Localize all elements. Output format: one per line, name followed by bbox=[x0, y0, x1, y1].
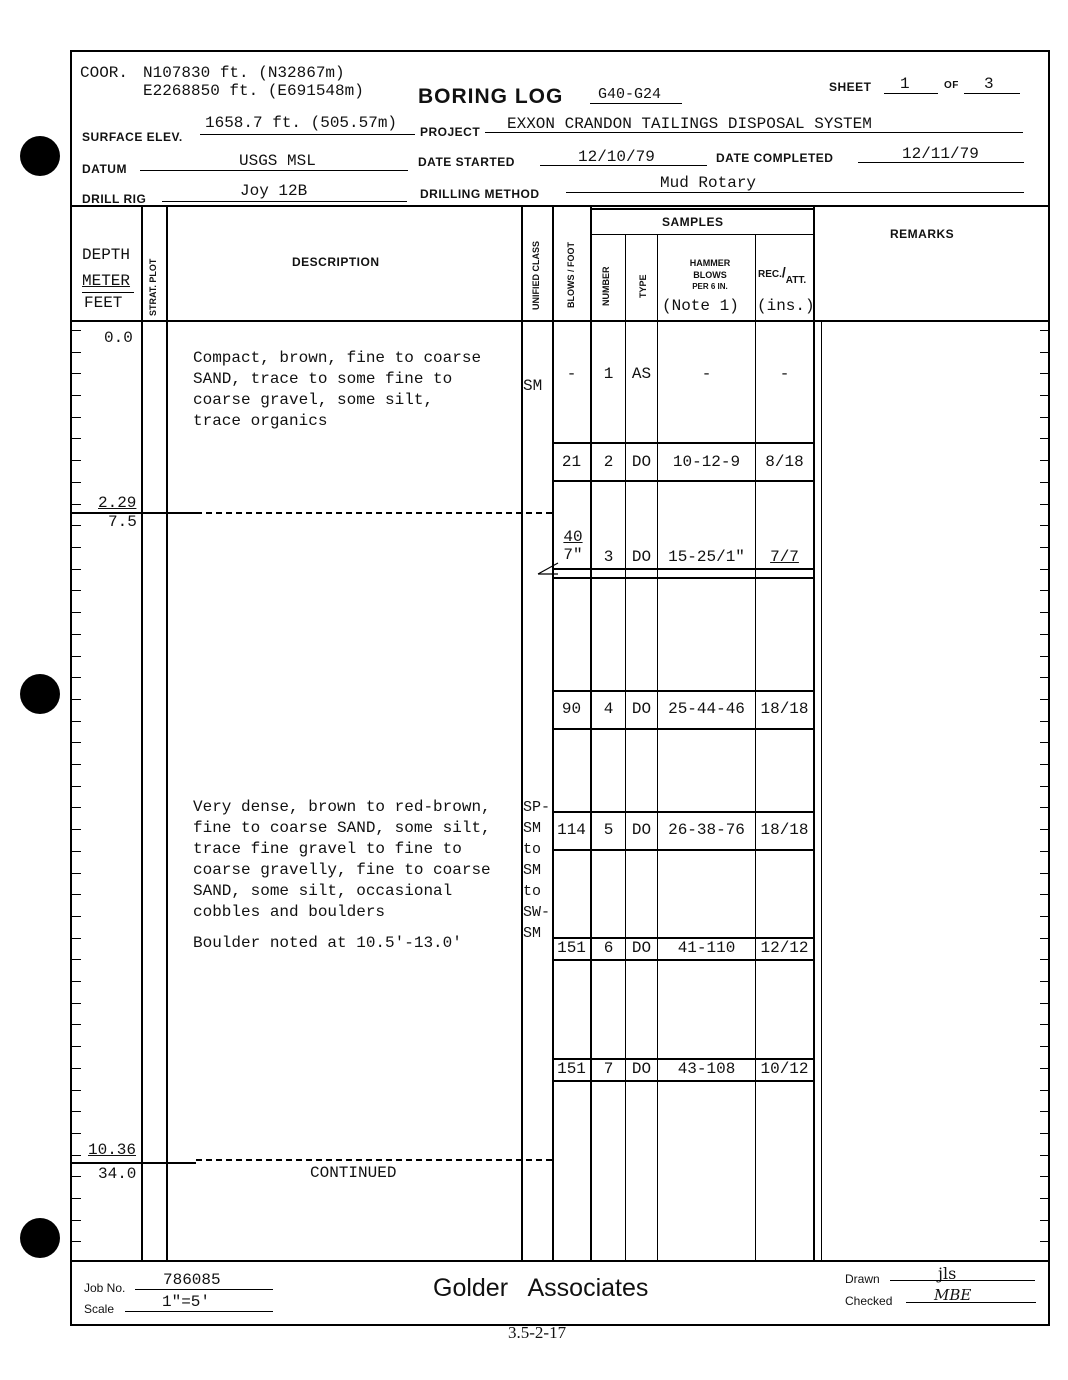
depth-tick bbox=[72, 569, 81, 570]
remarks-tick bbox=[1040, 330, 1048, 331]
remarks-tick bbox=[1040, 373, 1048, 374]
sample-3-blows-top: 40 bbox=[563, 528, 583, 546]
project-value: EXXON CRANDON TAILINGS DISPOSAL SYSTEM bbox=[507, 115, 872, 133]
sample-5-hammer: 26-38-76 bbox=[668, 821, 745, 839]
drawn-initials: jls bbox=[938, 1264, 957, 1283]
depth-contact-2-meter: 10.36 bbox=[88, 1141, 137, 1159]
depth-tick bbox=[72, 938, 81, 939]
sample-5-rec: 18/18 bbox=[760, 821, 809, 839]
remarks-tick bbox=[1040, 764, 1048, 765]
depth-tick bbox=[72, 916, 81, 917]
coor-label: COOR. bbox=[80, 64, 129, 82]
sample-1-type: AS bbox=[631, 365, 652, 383]
depth-tick bbox=[72, 1176, 81, 1177]
depth-tick bbox=[72, 981, 81, 982]
stratum-2-class: SP- SM to SM to SW- SM bbox=[523, 799, 551, 942]
col-note: (Note 1) bbox=[662, 297, 739, 315]
remarks-tick bbox=[1040, 1003, 1048, 1004]
depth-tick bbox=[72, 373, 81, 374]
col-rec-att: REC./ATT. bbox=[758, 264, 807, 286]
page-number: 3.5-2-17 bbox=[508, 1323, 567, 1342]
stratum-boundary-1 bbox=[196, 512, 552, 514]
sample-1-rec: - bbox=[779, 365, 790, 383]
sample-2-blows: 21 bbox=[561, 453, 582, 471]
depth-tick bbox=[72, 1090, 81, 1091]
remarks-tick bbox=[1040, 460, 1048, 461]
continued-label: CONTINUED bbox=[310, 1164, 397, 1182]
depth-tick bbox=[72, 656, 81, 657]
depth-tick bbox=[72, 1241, 81, 1242]
sample-3-blows-bottom: 7" bbox=[563, 546, 583, 564]
depth-tick bbox=[72, 395, 81, 396]
sample-4-hammer: 25-44-46 bbox=[668, 700, 745, 718]
drill-rig-label: DRILL RIG bbox=[82, 192, 147, 206]
binder-hole-top bbox=[20, 136, 60, 176]
stratum-boundary-2 bbox=[196, 1159, 552, 1161]
col-description: DESCRIPTION bbox=[292, 255, 380, 269]
remarks-tick bbox=[1040, 438, 1048, 439]
sample-6-hammer: 41-110 bbox=[677, 939, 736, 957]
remarks-tick bbox=[1040, 1176, 1048, 1177]
depth-tick bbox=[72, 764, 81, 765]
sheet-label: SHEET bbox=[829, 80, 872, 94]
depth-tick bbox=[72, 1198, 81, 1199]
remarks-tick bbox=[1040, 786, 1048, 787]
remarks-tick bbox=[1040, 721, 1048, 722]
sample-5-type: DO bbox=[631, 821, 652, 839]
col-meter: METER bbox=[82, 272, 131, 290]
datum-value: USGS MSL bbox=[239, 152, 316, 170]
depth-tick bbox=[72, 699, 81, 700]
remarks-tick bbox=[1040, 504, 1048, 505]
job-number: 786085 bbox=[163, 1271, 221, 1289]
remarks-tick bbox=[1040, 851, 1048, 852]
datum-label: DATUM bbox=[82, 162, 127, 176]
depth-tick bbox=[72, 1155, 81, 1156]
checked-signature: MBE bbox=[934, 1286, 972, 1304]
remarks-tick bbox=[1040, 590, 1048, 591]
form-title: BORING LOG bbox=[418, 85, 564, 108]
col-blows-foot: BLOWS / FOOT bbox=[566, 242, 576, 308]
sample-5-number: 5 bbox=[603, 821, 614, 839]
sample-2-number: 2 bbox=[603, 453, 614, 471]
drilling-method-value: Mud Rotary bbox=[660, 174, 757, 192]
sample-2-type: DO bbox=[631, 453, 652, 471]
sample-2-hammer: 10-12-9 bbox=[672, 453, 741, 471]
remarks-tick bbox=[1040, 742, 1048, 743]
remarks-tick bbox=[1040, 569, 1048, 570]
binder-hole-bottom bbox=[20, 1218, 60, 1258]
sample-6-blows: 151 bbox=[557, 939, 586, 957]
surface-elev-value: 1658.7 ft. (505.57m) bbox=[205, 114, 398, 132]
job-number-label: Job No. bbox=[84, 1281, 126, 1295]
sample-3-type: DO bbox=[631, 548, 652, 566]
date-started-value: 12/10/79 bbox=[578, 148, 655, 166]
remarks-tick bbox=[1040, 1024, 1048, 1025]
remarks-tick bbox=[1040, 1111, 1048, 1112]
sample-7-rec: 10/12 bbox=[760, 1060, 809, 1078]
depth-tick bbox=[72, 330, 81, 331]
remarks-tick bbox=[1040, 677, 1048, 678]
of-label: OF bbox=[944, 80, 959, 91]
stratum-2-note: Boulder noted at 10.5'-13.0' bbox=[193, 934, 462, 952]
stratum-2-description: Very dense, brown to red-brown, fine to coarse SAND, some silt, trace fine gravel to fine to coarse gravelly, fine to coarse SAND, some silt, occasional cobbles and boulders bbox=[193, 798, 491, 921]
sample-4-number: 4 bbox=[603, 700, 614, 718]
depth-tick bbox=[72, 1068, 81, 1069]
remarks-tick bbox=[1040, 1155, 1048, 1156]
depth-tick bbox=[72, 1111, 81, 1112]
remarks-tick bbox=[1040, 612, 1048, 613]
sample-1-hammer: - bbox=[701, 365, 712, 383]
col-depth: DEPTH bbox=[82, 246, 131, 264]
depth-tick bbox=[72, 1133, 81, 1134]
depth-tick bbox=[72, 742, 81, 743]
col-type: TYPE bbox=[638, 274, 648, 298]
date-completed-value: 12/11/79 bbox=[902, 145, 979, 163]
col-ins: (ins.) bbox=[757, 297, 815, 315]
remarks-tick bbox=[1040, 873, 1048, 874]
remarks-tick bbox=[1040, 1241, 1048, 1242]
remarks-tick bbox=[1040, 916, 1048, 917]
col-remarks: REMARKS bbox=[890, 227, 955, 241]
sample-2-rec: 8/18 bbox=[765, 453, 804, 471]
checked-label: Checked bbox=[845, 1294, 893, 1308]
sample-4-rec: 18/18 bbox=[760, 700, 809, 718]
depth-tick bbox=[72, 590, 81, 591]
sheet-number: 1 bbox=[900, 75, 910, 93]
depth-tick bbox=[72, 721, 81, 722]
stratum-1-class: SM bbox=[523, 377, 543, 395]
depth-tick bbox=[72, 851, 81, 852]
drawn-label: Drawn bbox=[845, 1272, 880, 1286]
depth-tick bbox=[72, 525, 81, 526]
depth-tick bbox=[72, 1220, 81, 1221]
depth-tick bbox=[72, 1024, 81, 1025]
col-feet: FEET bbox=[84, 294, 123, 312]
col-strat-plot: STRAT. PLOT bbox=[148, 258, 158, 316]
remarks-tick bbox=[1040, 1090, 1048, 1091]
depth-tick bbox=[72, 460, 81, 461]
depth-contact-2-feet: 34.0 bbox=[98, 1165, 137, 1183]
remarks-tick bbox=[1040, 1220, 1048, 1221]
depth-tick bbox=[72, 1003, 81, 1004]
col-number: NUMBER bbox=[601, 266, 611, 306]
remarks-tick bbox=[1040, 807, 1048, 808]
depth-tick bbox=[72, 352, 81, 353]
depth-contact-1-meter: 2.29 bbox=[98, 494, 137, 512]
depth-tick bbox=[72, 829, 81, 830]
depth-tick bbox=[72, 612, 81, 613]
sample-4-type: DO bbox=[631, 700, 652, 718]
depth-tick bbox=[72, 677, 81, 678]
depth-tick bbox=[72, 807, 81, 808]
surface-elev-label: SURFACE ELEV. bbox=[82, 130, 183, 144]
sample-3-hammer: 15-25/1" bbox=[668, 548, 745, 566]
remarks-tick bbox=[1040, 699, 1048, 700]
remarks-tick bbox=[1040, 938, 1048, 939]
remarks-tick bbox=[1040, 525, 1048, 526]
depth-contact-1-feet: 7.5 bbox=[108, 513, 137, 531]
depth-top: 0.0 bbox=[104, 329, 133, 347]
project-label: PROJECT bbox=[420, 125, 481, 139]
drill-rig-value: Joy 12B bbox=[240, 182, 308, 200]
depth-tick bbox=[72, 873, 81, 874]
col-samples: SAMPLES bbox=[662, 215, 724, 229]
drilling-method-label: DRILLING METHOD bbox=[420, 187, 540, 201]
remarks-tick bbox=[1040, 1068, 1048, 1069]
sheet-total: 3 bbox=[984, 75, 994, 93]
depth-tick bbox=[72, 438, 81, 439]
sample-3-rec: 7/7 bbox=[770, 548, 799, 566]
sample-1-blows: - bbox=[566, 365, 577, 383]
remarks-tick bbox=[1040, 829, 1048, 830]
col-hammer-blows: HAMMER BLOWS PER 6 IN. bbox=[689, 258, 731, 291]
sample-4-blows: 90 bbox=[561, 700, 582, 718]
depth-tick bbox=[72, 504, 81, 505]
remarks-tick bbox=[1040, 1198, 1048, 1199]
depth-tick bbox=[72, 547, 81, 548]
sample-6-type: DO bbox=[631, 939, 652, 957]
col-unified-class: UNIFIED CLASS bbox=[531, 240, 541, 310]
sample-5-blows: 114 bbox=[557, 821, 586, 839]
coor-north: N107830 ft. (N32867m) bbox=[143, 64, 345, 82]
remarks-tick bbox=[1040, 417, 1048, 418]
depth-tick bbox=[72, 634, 81, 635]
sample-6-rec: 12/12 bbox=[760, 939, 809, 957]
sample-1-number: 1 bbox=[603, 365, 614, 383]
remarks-tick bbox=[1040, 352, 1048, 353]
sample-3-arrow bbox=[534, 560, 564, 580]
company-name: Golder Associates bbox=[433, 1274, 649, 1302]
sample-6-number: 6 bbox=[603, 939, 614, 957]
log-id: G40-G24 bbox=[598, 86, 662, 103]
sample-3-number: 3 bbox=[603, 548, 614, 566]
remarks-tick bbox=[1040, 894, 1048, 895]
remarks-tick bbox=[1040, 1046, 1048, 1047]
remarks-tick bbox=[1040, 656, 1048, 657]
depth-tick bbox=[72, 482, 81, 483]
depth-tick bbox=[72, 417, 81, 418]
scale-label: Scale bbox=[84, 1302, 115, 1316]
remarks-tick bbox=[1040, 634, 1048, 635]
scale-value: 1"=5' bbox=[162, 1293, 211, 1311]
depth-tick bbox=[72, 894, 81, 895]
depth-tick bbox=[72, 1046, 81, 1047]
date-completed-label: DATE COMPLETED bbox=[716, 151, 834, 165]
remarks-tick bbox=[1040, 981, 1048, 982]
remarks-tick bbox=[1040, 547, 1048, 548]
sample-7-number: 7 bbox=[603, 1060, 614, 1078]
boring-log-form bbox=[70, 50, 1050, 1326]
date-started-label: DATE STARTED bbox=[418, 155, 515, 169]
depth-tick bbox=[72, 959, 81, 960]
sample-7-blows: 151 bbox=[557, 1060, 586, 1078]
stratum-1-description: Compact, brown, fine to coarse SAND, trace to some fine to coarse gravel, some silt, trace organics bbox=[193, 349, 482, 430]
remarks-tick bbox=[1040, 959, 1048, 960]
sample-7-type: DO bbox=[631, 1060, 652, 1078]
coor-east: E2268850 ft. (E691548m) bbox=[143, 82, 364, 100]
remarks-tick bbox=[1040, 482, 1048, 483]
remarks-tick bbox=[1040, 1133, 1048, 1134]
remarks-tick bbox=[1040, 395, 1048, 396]
binder-hole-middle bbox=[20, 674, 60, 714]
sample-7-hammer: 43-108 bbox=[677, 1060, 736, 1078]
depth-tick bbox=[72, 786, 81, 787]
